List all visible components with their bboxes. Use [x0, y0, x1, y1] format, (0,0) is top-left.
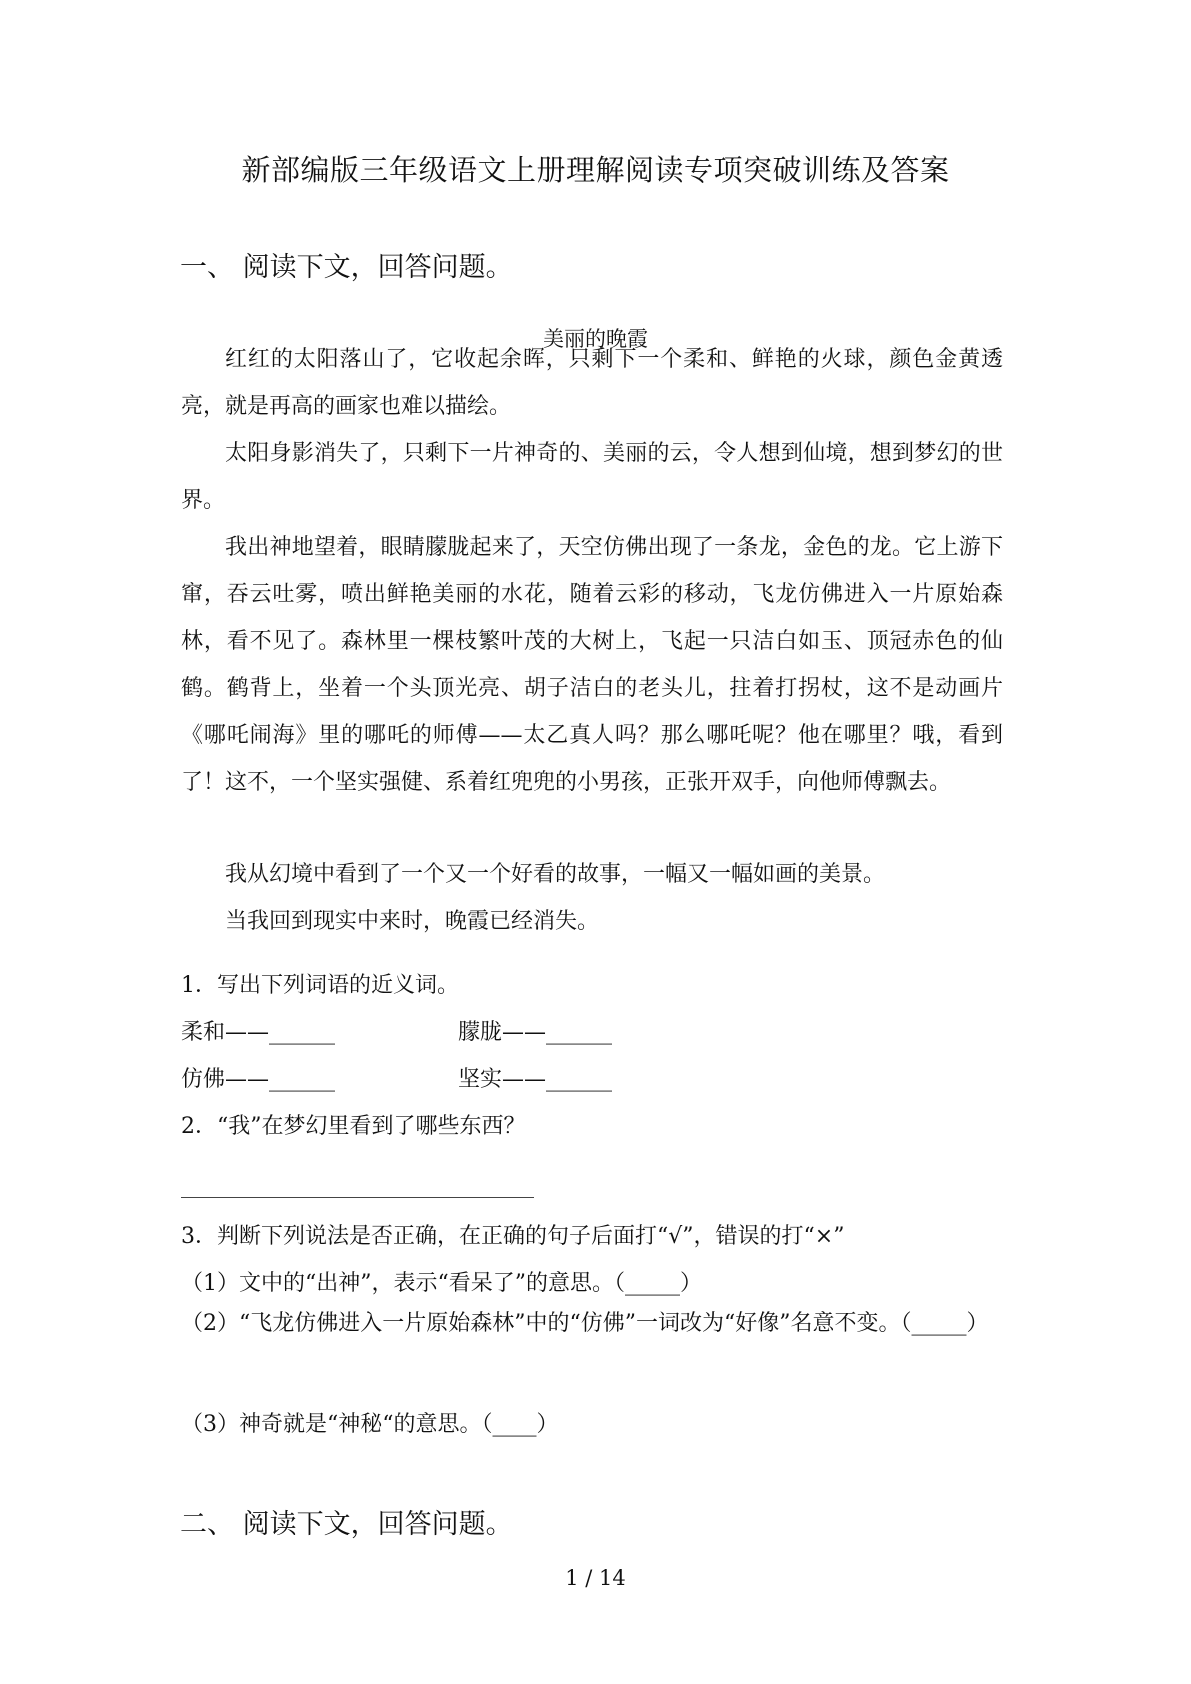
passage-paragraph-2: 太阳身影消失了，只剩下一片神奇的、美丽的云，令人想到仙境，想到梦幻的世界。	[181, 441, 1003, 513]
section-2-heading: 二、 阅读下文，回答问题。	[180, 1509, 513, 1540]
section-1-heading: 一、 阅读下文，回答问题。	[180, 252, 513, 283]
judgement-item-1: （1）文中的“出神”，表示“看呆了”的意思。（_____）	[181, 1271, 702, 1296]
judgement-item-3: （3）神奇就是“神秘“的意思。（____）	[181, 1412, 559, 1437]
passage-paragraph-5: 当我回到现实中来时，晚霞已经消失。	[225, 909, 600, 934]
page-number: 1 / 14	[565, 1566, 626, 1590]
passage-paragraph-1: 红红的太阳落山了，它收起余晖，只剩下一个柔和、鲜艳的火球，颜色金黄透亮，就是再高的画家也难以描绘。	[181, 347, 1003, 419]
passage-paragraph-4: 我从幻境中看到了一个又一个好看的故事，一幅又一幅如画的美景。	[225, 862, 886, 887]
judgement-item-2: （2）“飞龙仿佛进入一片原始森林”中的“仿佛”一词改为“好像”名意不变。（_____）	[181, 1311, 989, 1336]
document-title: 新部编版三年级语文上册理解阅读专项突破训练及答案	[241, 153, 950, 187]
question-3-prompt: 3．判断下列说法是否正确，在正确的句子后面打“√”，错误的打“×”	[181, 1224, 845, 1249]
synonym-item: 仿佛——______	[181, 1067, 336, 1092]
synonym-item: 朦胧——______	[458, 1020, 613, 1045]
question-1-prompt: 1．写出下列词语的近义词。	[181, 973, 459, 998]
passage-paragraph-3: 我出神地望着，眼睛朦胧起来了，天空仿佛出现了一条龙，金色的龙。它上游下窜，吞云吐雾，喷出鲜艳美丽的水花，随着云彩的移动，飞龙仿佛进入一片原始森林，看不见了。森林里一棵枝繁叶茂的大树上，飞起一只洁白如玉、顶冠赤色的仙鹤。鹤背上，坐着一个头顶光亮、胡子洁白的老头儿，拄着打拐杖，这不是动画片《哪吒闹海》里的哪吒的师傅——太乙真人吗？那么哪吒呢？他在哪里？哦，看到了！这不，一个坚实强健、系着红兜兜的小男孩，正张开双手，向他师傅飘去。	[181, 535, 1003, 795]
synonym-item: 坚实——______	[458, 1067, 613, 1092]
synonym-item: 柔和——______	[181, 1020, 336, 1045]
answer-blank-line	[181, 1197, 534, 1198]
question-2-prompt: 2．“我”在梦幻里看到了哪些东西？	[181, 1114, 526, 1139]
passage-title: 美丽的晚霞	[543, 327, 648, 351]
